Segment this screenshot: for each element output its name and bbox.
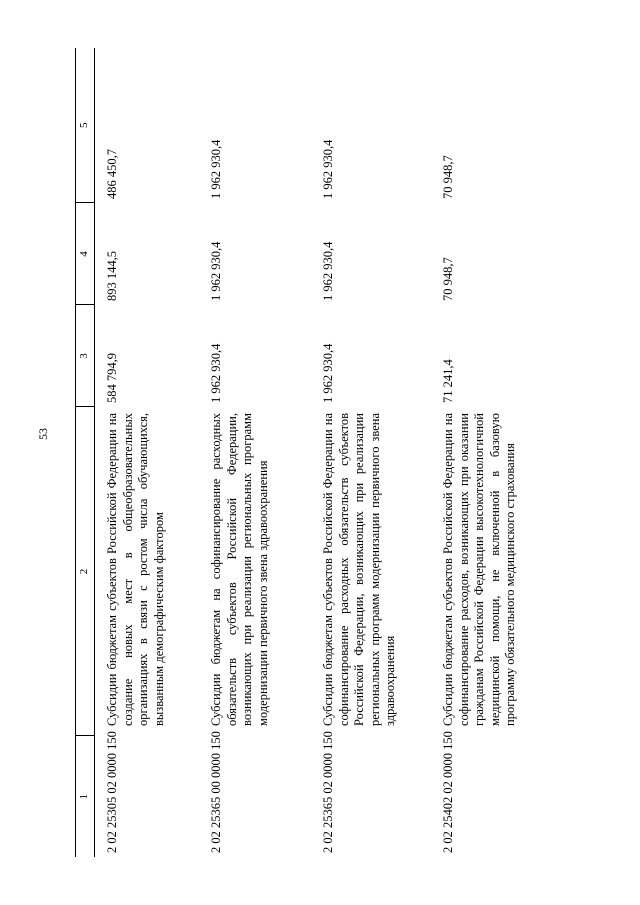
- table-row: [431, 48, 557, 857]
- amount-col5-cell: 1 962 930,4: [321, 139, 335, 199]
- description-cell: Субсидии бюджетам субъектов Российской Федерации на создание новых мест в общеобразовательных организациях в связи с ростом числа обучающихся, вызванным демографическим фактором: [105, 413, 166, 726]
- budget-code-cell: 2 02 25402 02 0000 150: [441, 731, 455, 853]
- description-cell: Субсидии бюджетам на софинансирование расходных обязательств субъектов Российской Федерации, возникающих при реализации региональных программ модернизации первичного звена здравоохранения: [209, 413, 270, 726]
- amount-col4-cell: 1 962 930,4: [321, 241, 335, 301]
- amount-col4-cell: 1 962 930,4: [209, 241, 223, 301]
- rotated-table-container: [75, 48, 550, 857]
- table-row: [95, 48, 200, 857]
- amount-col5-cell: 70 948,7: [441, 155, 455, 199]
- column-header-1: 1: [76, 736, 95, 857]
- amount-col3-cell: 584 794,9: [105, 353, 119, 403]
- budget-code-cell: 2 02 25365 00 0000 150: [209, 731, 223, 853]
- table-row: [199, 48, 311, 857]
- description-cell: Субсидии бюджетам субъектов Российской Федерации на софинансирование расходных обязательств субъектов Российской Федерации, возникающих при реализации региональных программ модернизации первичного звена здравоохранения: [321, 413, 397, 726]
- description-cell: Субсидии бюджетам субъектов Российской Федерации на софинансирование расходов, возникающих при оказании гражданам Российской Федерации высокотехнологичной медицинской помощи, не включенной в базовую программу обязательного медицинского страхования: [441, 413, 517, 726]
- amount-col4-cell: 70 948,7: [441, 257, 455, 301]
- amount-col3-cell: 71 241,4: [441, 359, 455, 403]
- amount-col3-cell: 1 962 930,4: [321, 343, 335, 403]
- amount-col5-cell: 486 450,7: [105, 149, 119, 199]
- budget-code-cell: 2 02 25365 02 0000 150: [321, 731, 335, 853]
- amount-col4-cell: 893 144,5: [105, 251, 119, 301]
- amount-col5-cell: 1 962 930,4: [209, 139, 223, 199]
- column-header-4: 4: [76, 203, 95, 305]
- page-number: 53: [36, 428, 50, 440]
- table-header-row: [76, 48, 95, 857]
- column-header-2: 2: [76, 407, 95, 736]
- column-header-3: 3: [76, 305, 95, 407]
- budget-code-cell: 2 02 25305 02 0000 150: [105, 731, 119, 853]
- budget-table: [75, 48, 557, 857]
- column-header-5: 5: [76, 48, 95, 203]
- table-row: [311, 48, 431, 857]
- amount-col3-cell: 1 962 930,4: [209, 343, 223, 403]
